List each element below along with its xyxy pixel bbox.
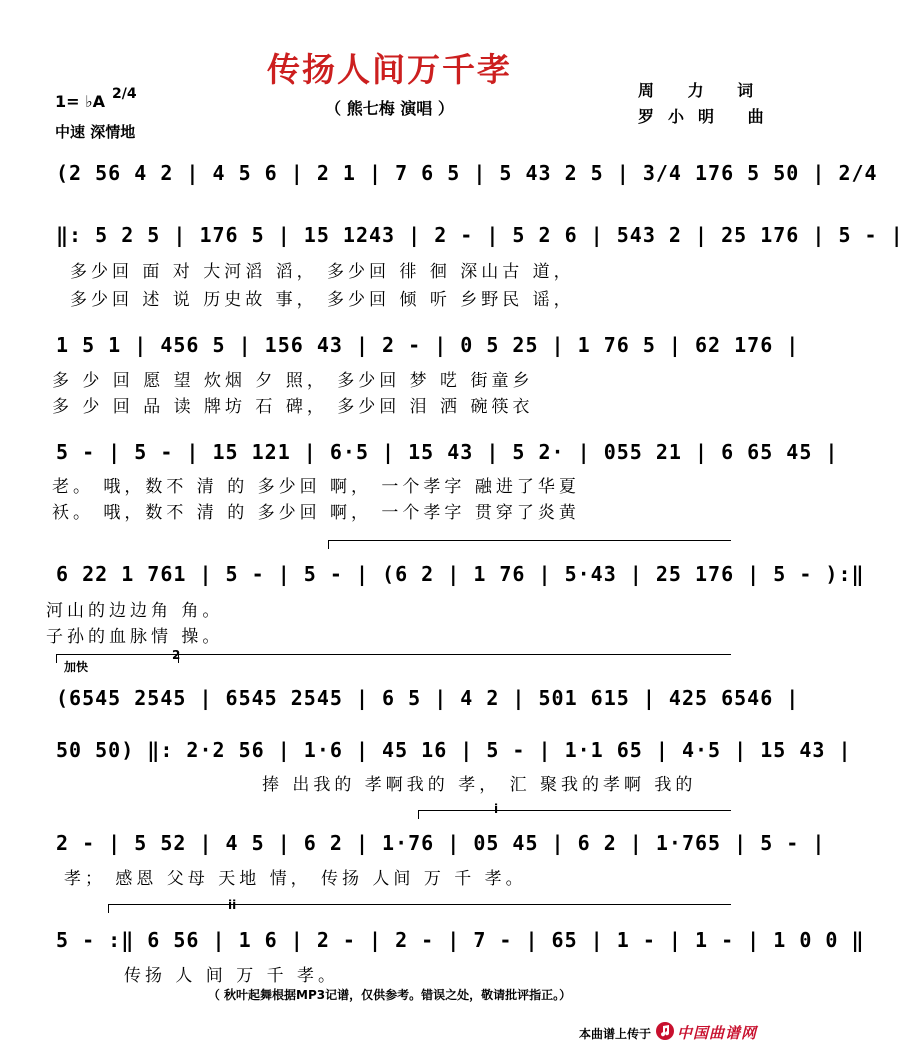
score-row-7: 50 50) ‖: 2·2 56 | 1·6 | 45 16 | 5 - | 1·1 65 | 4·5 | 15 43 | xyxy=(56,738,852,762)
tempo-marking: 中速 深情地 xyxy=(55,123,136,141)
music-note-icon xyxy=(655,1021,675,1041)
score-row-5: 6 22 1 761 | 5 - | 5 - | (6 2 | 1 76 | 5·43 | 25 176 | 5 - ):‖ xyxy=(56,562,865,586)
upload-note: 本曲谱上传于 xyxy=(578,1027,651,1041)
site-logo[interactable] xyxy=(655,1020,771,1042)
volta-2-label: 2 xyxy=(172,648,181,662)
volta-ii-label: ii xyxy=(228,898,237,912)
transcription-note: （ 秋叶起舞根据MP3记谱，仅供参考。错误之处，敬请批评指正。） xyxy=(207,988,572,1002)
lyric-row-2-verse-2: 多少回 述 说 历史故 事， 多少回 倾 听 乡野民 谣， xyxy=(70,290,575,310)
score-row-9: 5 - :‖ 6 56 | 1 6 | 2 - | 2 - | 7 - | 65 | 1 - | 1 - | 1 0 0 ‖ xyxy=(56,928,865,952)
lyric-row-4-verse-1: 老。 哦，数不 清 的 多少回 啊， 一个孝字 融进了华夏 xyxy=(52,477,580,497)
score-row-6: (6545 2545 | 6545 2545 | 6 5 | 4 2 | 501 615 | 425 6546 | xyxy=(56,686,800,710)
lyric-row-8: 孝； 感恩 父母 天地 情， 传扬 人间 万 千 孝。 xyxy=(64,869,527,889)
lyric-row-3-verse-1: 多 少 回 愿 望 炊烟 夕 照， 多少回 梦 呓 街童乡 xyxy=(52,371,534,391)
key-signature: 1= ♭A xyxy=(55,92,106,111)
lyric-row-4-verse-2: 袄。 哦，数不 清 的 多少回 啊， 一个孝字 贯穿了炎黄 xyxy=(52,503,580,523)
page-title: 传扬人间万千孝 xyxy=(267,50,512,89)
volta-bracket-2 xyxy=(178,654,731,663)
volta-bracket-ii xyxy=(108,904,731,913)
score-row-2: ‖: 5 2 5 | 176 5 | 15 1243 | 2 - | 5 2 6 | 543 2 | 25 176 | 5 - | xyxy=(56,223,904,247)
score-row-4: 5 - | 5 - | 15 121 | 6·5 | 15 43 | 5 2· | 055 21 | 6 65 45 | xyxy=(56,440,839,464)
volta-bracket-i xyxy=(418,810,731,819)
lyricist-credit: 周 力 词 xyxy=(638,81,768,100)
lyric-row-5-verse-2: 子孙的血脉情 操。 xyxy=(46,627,224,647)
site-logo-text: 中国曲谱网 xyxy=(677,1024,758,1042)
lyric-row-2-verse-1: 多少回 面 对 大河滔 滔， 多少回 徘 徊 深山古 道， xyxy=(70,262,575,282)
singer-credit: （ 熊七梅 演唱 ） xyxy=(325,99,454,118)
composer-credit: 罗小明 曲 xyxy=(638,107,778,126)
score-row-1: (2 56 4 2 | 4 5 6 | 2 1 | 7 6 5 | 5 43 2 5 | 3/4 176 5 50 | 2/4 xyxy=(56,161,878,185)
score-row-8: 2 - | 5 52 | 4 5 | 6 2 | 1·76 | 05 45 | 6 2 | 1·765 | 5 - | xyxy=(56,831,826,855)
lyric-row-5-verse-1: 河山的边边角 角。 xyxy=(46,601,224,621)
time-signature: 2/4 xyxy=(112,86,137,102)
accel-marking: 加快 xyxy=(64,660,89,674)
lyric-row-3-verse-2: 多 少 回 品 读 牌坊 石 碑， 多少回 泪 洒 碗筷衣 xyxy=(52,397,534,417)
lyric-row-7: 捧 出我的 孝啊我的 孝， 汇 聚我的孝啊 我的 xyxy=(262,775,697,795)
score-row-3: 1 5 1 | 456 5 | 156 43 | 2 - | 0 5 25 | 1 76 5 | 62 176 | xyxy=(56,333,800,357)
volta-bracket-1 xyxy=(328,540,731,549)
lyric-row-9: 传扬 人 间 万 千 孝。 xyxy=(124,966,340,986)
volta-i-label: i xyxy=(494,802,499,816)
